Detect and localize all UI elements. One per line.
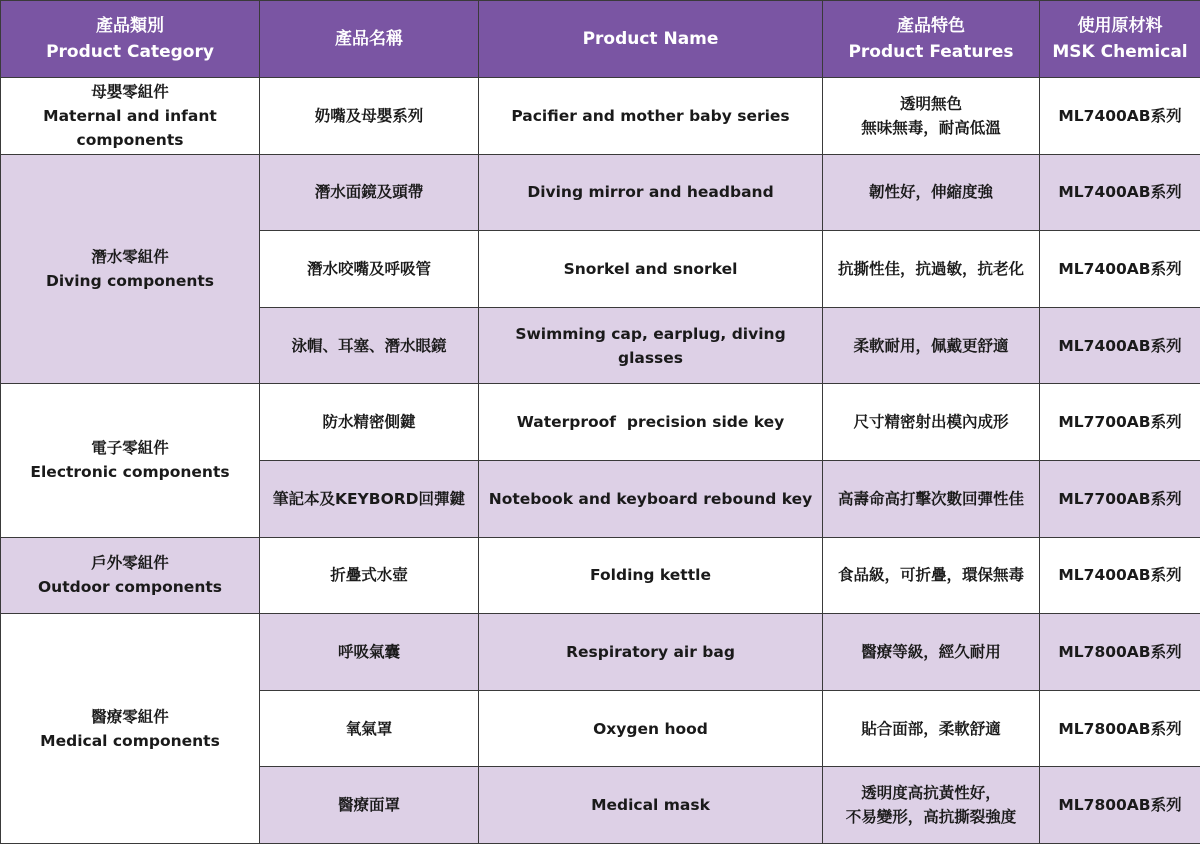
product-material: ML7800AB系列: [1040, 614, 1200, 691]
product-name-en: Respiratory air bag: [479, 614, 823, 691]
header-features: [823, 1, 1040, 78]
product-feature: 貼合面部，柔軟舒適: [823, 690, 1040, 767]
header-material-zh: 使用原材料: [1042, 13, 1198, 39]
category-en: components: [3, 128, 257, 152]
header-material-en: MSK Chemical: [1042, 39, 1198, 65]
product-feature: 醫療等級，經久耐用: [823, 614, 1040, 691]
header-material: [1040, 1, 1200, 78]
feature-line: 透明無色: [825, 92, 1037, 116]
table-row: [1, 78, 1200, 155]
category-zh: 電子零組件: [3, 436, 257, 460]
category-zh: 戶外零組件: [3, 551, 257, 575]
product-feature: [823, 78, 1040, 155]
product-name-en: Medical mask: [479, 767, 823, 844]
product-material: ML7800AB系列: [1040, 690, 1200, 767]
table-row: [1, 154, 1200, 231]
category-zh: 潛水零組件: [3, 245, 257, 269]
product-material: ML7400AB系列: [1040, 307, 1200, 384]
category-cell-electronic: [1, 384, 260, 537]
product-name-zh: 筆記本及KEYBORD回彈鍵: [260, 460, 479, 537]
header-category: [1, 1, 260, 78]
header-name-zh-label: 產品名稱: [262, 26, 476, 52]
category-cell-outdoor: [1, 537, 260, 614]
feature-line: 無味無毒，耐高低溫: [825, 116, 1037, 140]
category-zh: 母嬰零組件: [3, 80, 257, 104]
product-feature: 高壽命高打擊次數回彈性佳: [823, 460, 1040, 537]
category-en: Diving components: [3, 269, 257, 293]
product-name-en: Swimming cap, earplug, diving glasses: [479, 307, 823, 384]
product-name-zh: 氧氣罩: [260, 690, 479, 767]
header-name-zh: [260, 1, 479, 78]
product-name-zh: 防水精密側鍵: [260, 384, 479, 461]
category-en: Maternal and infant: [3, 104, 257, 128]
table-row: [1, 537, 1200, 614]
product-feature: 柔軟耐用，佩戴更舒適: [823, 307, 1040, 384]
product-material: ML7400AB系列: [1040, 231, 1200, 308]
table-row: [1, 384, 1200, 461]
category-zh: 醫療零組件: [3, 705, 257, 729]
header-features-zh: 產品特色: [825, 13, 1037, 39]
product-name-zh: 潛水咬嘴及呼吸管: [260, 231, 479, 308]
feature-line: 透明度高抗黃性好，: [825, 781, 1037, 805]
product-name-zh: 泳帽、耳塞、潛水眼鏡: [260, 307, 479, 384]
product-material: ML7400AB系列: [1040, 537, 1200, 614]
product-feature: 韌性好，伸縮度強: [823, 154, 1040, 231]
header-features-en: Product Features: [825, 39, 1037, 65]
product-feature: 抗撕性佳，抗過敏，抗老化: [823, 231, 1040, 308]
product-name-zh: 折疊式水壺: [260, 537, 479, 614]
product-material: ML7700AB系列: [1040, 384, 1200, 461]
category-en: Electronic components: [3, 460, 257, 484]
product-feature: 尺寸精密射出模內成形: [823, 384, 1040, 461]
product-name-en: Folding kettle: [479, 537, 823, 614]
product-material: ML7800AB系列: [1040, 767, 1200, 844]
header-name-en: [479, 1, 823, 78]
product-name-en: Pacifier and mother baby series: [479, 78, 823, 155]
product-feature: 食品級，可折疊，環保無毒: [823, 537, 1040, 614]
product-name-en: Diving mirror and headband: [479, 154, 823, 231]
product-name-en: Oxygen hood: [479, 690, 823, 767]
product-name-zh: 醫療面罩: [260, 767, 479, 844]
category-cell-diving: [1, 154, 260, 384]
product-material: ML7400AB系列: [1040, 78, 1200, 155]
product-name-zh: 潛水面鏡及頭帶: [260, 154, 479, 231]
header-row: [1, 1, 1200, 78]
header-category-zh: 產品類別: [3, 13, 257, 39]
category-en: Medical components: [3, 729, 257, 753]
product-material: ML7700AB系列: [1040, 460, 1200, 537]
header-category-en: Product Category: [3, 39, 257, 65]
category-en: Outdoor components: [3, 575, 257, 599]
feature-line: 不易變形，高抗撕裂強度: [825, 805, 1037, 829]
product-name-en: Waterproof precision side key: [479, 384, 823, 461]
category-cell-medical: [1, 614, 260, 844]
product-material: ML7400AB系列: [1040, 154, 1200, 231]
product-name-en: Notebook and keyboard rebound key: [479, 460, 823, 537]
category-cell-maternal: [1, 78, 260, 155]
table-row: [1, 614, 1200, 691]
header-name-en-label: Product Name: [481, 26, 820, 52]
product-name-zh: 呼吸氣囊: [260, 614, 479, 691]
product-feature: [823, 767, 1040, 844]
product-name-zh: 奶嘴及母嬰系列: [260, 78, 479, 155]
product-name-en: Snorkel and snorkel: [479, 231, 823, 308]
